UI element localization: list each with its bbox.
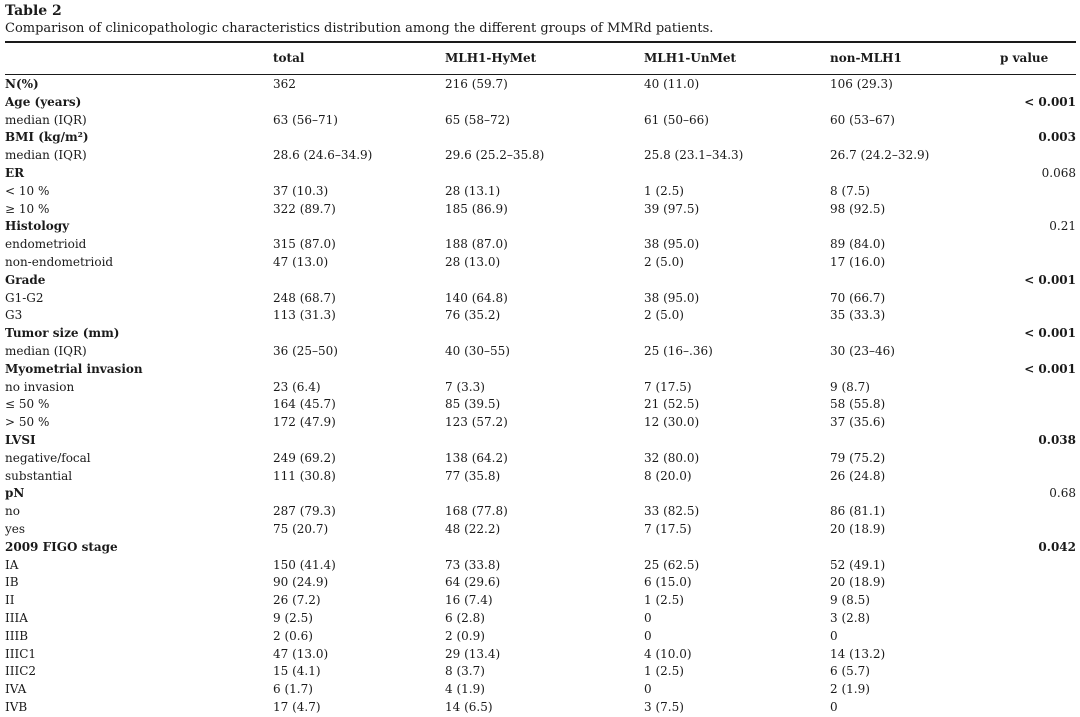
cell-total: 63 (56–71) — [273, 112, 338, 127]
cell-mlh1-hymet: 216 (59.7) — [445, 77, 508, 91]
cell-p-value: < 0.001 — [1024, 272, 1076, 287]
cell-total: 6 (1.7) — [273, 682, 313, 697]
row-label: II — [5, 593, 15, 608]
table-row — [5, 361, 1076, 379]
cell-mlh1-unmet: 1 (2.5) — [644, 664, 684, 679]
cell-non-mlh1: 60 (53–67) — [830, 112, 895, 127]
cell-mlh1-unmet: 2 (5.0) — [644, 308, 684, 323]
cell-mlh1-unmet: 1 (2.5) — [644, 183, 684, 198]
cell-mlh1-unmet — [644, 272, 830, 290]
cell-total — [273, 432, 445, 450]
cell-p-value: 0.68 — [1049, 486, 1076, 501]
cell-mlh1-unmet — [644, 325, 830, 343]
table-row — [5, 646, 1076, 664]
cell-mlh1-unmet — [644, 129, 830, 147]
cell-total: 26 (7.2) — [273, 593, 321, 608]
table-row — [5, 343, 1076, 361]
cell-mlh1-unmet — [644, 432, 830, 450]
table-row — [5, 557, 1076, 575]
cell-p-value — [1000, 254, 1076, 272]
table-row — [5, 307, 1076, 325]
row-label: G1-G2 — [5, 290, 44, 305]
table-row — [5, 485, 1076, 503]
cell-mlh1-unmet: 12 (30.0) — [644, 415, 700, 430]
cell-mlh1-unmet — [644, 218, 830, 236]
cell-p-value — [1000, 592, 1076, 610]
table-row — [5, 236, 1076, 254]
cell-p-value — [1000, 183, 1076, 201]
table-row — [5, 112, 1076, 130]
cell-mlh1-hymet — [445, 218, 644, 236]
row-group-label: BMI (kg/m²) — [5, 130, 89, 145]
table-row — [5, 129, 1076, 147]
row-group-label: ER — [5, 165, 25, 180]
cell-mlh1-unmet: 32 (80.0) — [644, 450, 700, 465]
cell-total — [273, 539, 445, 557]
cell-mlh1-unmet: 38 (95.0) — [644, 290, 700, 305]
cell-p-value — [1000, 147, 1076, 165]
cell-mlh1-unmet: 7 (17.5) — [644, 521, 692, 536]
cell-p-value: 0.003 — [1038, 130, 1076, 145]
cell-non-mlh1 — [830, 539, 1000, 557]
row-label: IVA — [5, 682, 27, 697]
table-row — [5, 610, 1076, 628]
cell-mlh1-unmet: 25 (16–.36) — [644, 343, 713, 358]
cell-non-mlh1 — [830, 165, 1000, 183]
cell-total: 150 (41.4) — [273, 557, 336, 572]
cell-p-value: < 0.001 — [1024, 94, 1076, 109]
cell-p-value — [1000, 76, 1076, 94]
cell-non-mlh1: 20 (18.9) — [830, 521, 886, 536]
cell-total: 47 (13.0) — [273, 254, 329, 269]
cell-non-mlh1 — [830, 272, 1000, 290]
cell-mlh1-hymet: 28 (13.1) — [445, 183, 501, 198]
cell-mlh1-hymet: 73 (33.8) — [445, 557, 501, 572]
cell-total: 111 (30.8) — [273, 468, 336, 483]
cell-non-mlh1: 9 (8.7) — [830, 379, 870, 394]
cell-mlh1-hymet: 8 (3.7) — [445, 664, 485, 679]
cell-p-value — [1000, 468, 1076, 486]
column-header-characteristic — [5, 44, 273, 72]
cell-mlh1-hymet: 188 (87.0) — [445, 237, 508, 252]
row-group-label: LVSI — [5, 432, 36, 447]
cell-mlh1-unmet: 38 (95.0) — [644, 237, 700, 252]
cell-total: 75 (20.7) — [273, 521, 329, 536]
row-label: median (IQR) — [5, 112, 87, 127]
cell-p-value — [1000, 450, 1076, 468]
table-row — [5, 165, 1076, 183]
table-row — [5, 539, 1076, 557]
cell-mlh1-unmet: 2 (5.0) — [644, 254, 684, 269]
row-group-label: Myometrial invasion — [5, 361, 143, 376]
cell-non-mlh1: 79 (75.2) — [830, 450, 886, 465]
row-label: IB — [5, 575, 19, 590]
cell-mlh1-hymet: 16 (7.4) — [445, 593, 493, 608]
cell-mlh1-unmet: 21 (52.5) — [644, 397, 700, 412]
cell-total: 17 (4.7) — [273, 699, 321, 714]
row-group-label: Grade — [5, 272, 46, 287]
row-label: endometrioid — [5, 237, 87, 252]
row-label: IIIC1 — [5, 646, 37, 661]
cell-non-mlh1: 3 (2.8) — [830, 610, 870, 625]
cell-mlh1-unmet — [644, 361, 830, 379]
cell-total: 315 (87.0) — [273, 237, 336, 252]
cell-mlh1-unmet — [644, 94, 830, 112]
cell-total: 37 (10.3) — [273, 183, 329, 198]
row-label: < 10 % — [5, 183, 50, 198]
cell-total: 287 (79.3) — [273, 504, 336, 519]
table-row — [5, 699, 1076, 717]
cell-non-mlh1 — [830, 325, 1000, 343]
cell-p-value: 0.042 — [1038, 539, 1076, 554]
cell-total: 9 (2.5) — [273, 610, 313, 625]
cell-mlh1-unmet: 33 (82.5) — [644, 504, 700, 519]
cell-total: 164 (45.7) — [273, 397, 336, 412]
cell-mlh1-hymet — [445, 94, 644, 112]
cell-mlh1-hymet: 140 (64.8) — [445, 290, 508, 305]
table-row — [5, 218, 1076, 236]
cell-p-value — [1000, 201, 1076, 219]
cell-mlh1-unmet: 3 (7.5) — [644, 699, 684, 714]
cell-non-mlh1: 30 (23–46) — [830, 343, 895, 358]
cell-p-value — [1000, 112, 1076, 130]
cell-mlh1-hymet: 7 (3.3) — [445, 379, 485, 394]
cell-mlh1-unmet: 6 (15.0) — [644, 575, 692, 590]
cell-non-mlh1: 20 (18.9) — [830, 575, 886, 590]
cell-p-value — [1000, 574, 1076, 592]
cell-total: 47 (13.0) — [273, 646, 329, 661]
cell-p-value: 0.038 — [1038, 432, 1076, 447]
column-header-p-value: p value — [1000, 51, 1049, 65]
cell-p-value — [1000, 521, 1076, 539]
cell-mlh1-hymet — [445, 325, 644, 343]
cell-mlh1-hymet: 64 (29.6) — [445, 575, 501, 590]
cell-non-mlh1: 0 — [830, 628, 838, 643]
cell-non-mlh1: 14 (13.2) — [830, 646, 886, 661]
cell-p-value — [1000, 396, 1076, 414]
cell-non-mlh1: 17 (16.0) — [830, 254, 886, 269]
row-label: IA — [5, 557, 19, 572]
table-row — [5, 592, 1076, 610]
cell-mlh1-hymet — [445, 272, 644, 290]
cell-mlh1-hymet — [445, 485, 644, 503]
column-header-mlh1-hymet: MLH1-HyMet — [445, 51, 537, 65]
cell-mlh1-hymet: 40 (30–55) — [445, 343, 510, 358]
table-top-rule — [5, 41, 1076, 43]
table-row — [5, 379, 1076, 397]
row-group-label: N(%) — [5, 77, 39, 91]
cell-p-value — [1000, 663, 1076, 681]
cell-mlh1-unmet: 61 (50–66) — [644, 112, 709, 127]
row-group-label: pN — [5, 486, 25, 501]
cell-mlh1-hymet: 123 (57.2) — [445, 415, 508, 430]
row-label: IIIB — [5, 628, 29, 643]
row-label: no — [5, 504, 20, 519]
table-row — [5, 414, 1076, 432]
cell-mlh1-hymet: 29 (13.4) — [445, 646, 501, 661]
table-row — [5, 183, 1076, 201]
table-label: Table 2 — [5, 3, 62, 19]
table-row — [5, 201, 1076, 219]
cell-total — [273, 272, 445, 290]
cell-non-mlh1: 26.7 (24.2–32.9) — [830, 148, 930, 163]
cell-non-mlh1 — [830, 361, 1000, 379]
row-label: ≤ 50 % — [5, 397, 50, 412]
row-label: median (IQR) — [5, 343, 87, 358]
cell-non-mlh1: 37 (35.6) — [830, 415, 886, 430]
table-row — [5, 147, 1076, 165]
cell-mlh1-unmet — [644, 165, 830, 183]
row-label: G3 — [5, 308, 23, 323]
column-header-total: total — [273, 51, 305, 65]
cell-total: 23 (6.4) — [273, 379, 321, 394]
row-label: IVB — [5, 699, 28, 714]
row-label: no invasion — [5, 379, 75, 394]
cell-non-mlh1: 6 (5.7) — [830, 664, 870, 679]
table-row — [5, 290, 1076, 308]
cell-mlh1-hymet — [445, 361, 644, 379]
table-row — [5, 450, 1076, 468]
cell-total — [273, 485, 445, 503]
row-group-label: 2009 FIGO stage — [5, 539, 118, 554]
row-label: median (IQR) — [5, 148, 87, 163]
cell-total — [273, 129, 445, 147]
table-caption: Comparison of clinicopathologic characteristics distribution among the different groups of MMRd patients. — [5, 21, 714, 36]
cell-mlh1-hymet — [445, 165, 644, 183]
cell-non-mlh1: 58 (55.8) — [830, 397, 886, 412]
cell-mlh1-hymet: 4 (1.9) — [445, 682, 485, 697]
table-row — [5, 521, 1076, 539]
table-row — [5, 432, 1076, 450]
cell-total: 248 (68.7) — [273, 290, 336, 305]
cell-mlh1-hymet: 76 (35.2) — [445, 308, 501, 323]
cell-p-value — [1000, 610, 1076, 628]
cell-p-value — [1000, 681, 1076, 699]
cell-p-value: < 0.001 — [1024, 361, 1076, 376]
row-group-label: Age (years) — [5, 94, 82, 109]
cell-p-value: 0.068 — [1041, 165, 1076, 180]
cell-non-mlh1: 98 (92.5) — [830, 201, 886, 216]
cell-non-mlh1 — [830, 94, 1000, 112]
cell-total: 172 (47.9) — [273, 415, 336, 430]
table-row — [5, 468, 1076, 486]
cell-mlh1-unmet: 0 — [644, 610, 652, 625]
cell-total — [273, 94, 445, 112]
cell-non-mlh1: 86 (81.1) — [830, 504, 886, 519]
cell-p-value — [1000, 414, 1076, 432]
cell-non-mlh1: 2 (1.9) — [830, 682, 870, 697]
cell-total: 28.6 (24.6–34.9) — [273, 148, 373, 163]
cell-mlh1-hymet — [445, 129, 644, 147]
cell-non-mlh1: 35 (33.3) — [830, 308, 886, 323]
cell-mlh1-hymet: 2 (0.9) — [445, 628, 485, 643]
cell-mlh1-unmet: 39 (97.5) — [644, 201, 700, 216]
cell-p-value — [1000, 379, 1076, 397]
table-row — [5, 94, 1076, 112]
cell-mlh1-unmet: 0 — [644, 682, 652, 697]
row-label: non-endometrioid — [5, 254, 114, 269]
table-row — [5, 574, 1076, 592]
cell-non-mlh1: 89 (84.0) — [830, 237, 886, 252]
table-row — [5, 681, 1076, 699]
table-row — [5, 628, 1076, 646]
cell-p-value — [1000, 628, 1076, 646]
cell-mlh1-unmet: 1 (2.5) — [644, 593, 684, 608]
cell-mlh1-hymet: 77 (35.8) — [445, 468, 501, 483]
row-label: substantial — [5, 468, 73, 483]
cell-mlh1-unmet — [644, 539, 830, 557]
cell-non-mlh1: 26 (24.8) — [830, 468, 886, 483]
cell-non-mlh1: 52 (49.1) — [830, 557, 886, 572]
cell-mlh1-hymet — [445, 539, 644, 557]
cell-mlh1-unmet: 0 — [644, 628, 652, 643]
cell-total: 90 (24.9) — [273, 575, 329, 590]
cell-mlh1-hymet — [445, 432, 644, 450]
table-row — [5, 254, 1076, 272]
cell-mlh1-hymet: 168 (77.8) — [445, 504, 508, 519]
cell-total — [273, 361, 445, 379]
cell-mlh1-unmet — [644, 485, 830, 503]
cell-non-mlh1: 8 (7.5) — [830, 183, 870, 198]
cell-non-mlh1: 0 — [830, 699, 838, 714]
cell-p-value — [1000, 307, 1076, 325]
cell-p-value — [1000, 699, 1076, 717]
column-header-non-mlh1: non-MLH1 — [830, 51, 902, 65]
cell-total: 322 (89.7) — [273, 201, 336, 216]
cell-mlh1-hymet: 6 (2.8) — [445, 610, 485, 625]
cell-mlh1-unmet: 7 (17.5) — [644, 379, 692, 394]
cell-non-mlh1 — [830, 218, 1000, 236]
cell-mlh1-hymet: 29.6 (25.2–35.8) — [445, 148, 545, 163]
cell-mlh1-unmet: 4 (10.0) — [644, 646, 692, 661]
cell-p-value — [1000, 290, 1076, 308]
cell-total: 15 (4.1) — [273, 664, 321, 679]
cell-non-mlh1 — [830, 485, 1000, 503]
cell-mlh1-unmet: 8 (20.0) — [644, 468, 692, 483]
cell-total — [273, 325, 445, 343]
cell-p-value — [1000, 343, 1076, 361]
cell-mlh1-hymet: 85 (39.5) — [445, 397, 501, 412]
table-row — [5, 272, 1076, 290]
cell-mlh1-hymet: 185 (86.9) — [445, 201, 508, 216]
cell-mlh1-hymet: 65 (58–72) — [445, 112, 510, 127]
row-group-label: Tumor size (mm) — [5, 326, 120, 341]
row-label: negative/focal — [5, 450, 91, 465]
cell-p-value — [1000, 646, 1076, 664]
cell-total — [273, 165, 445, 183]
table-row — [5, 325, 1076, 343]
table-row — [5, 663, 1076, 681]
cell-non-mlh1 — [830, 432, 1000, 450]
cell-total — [273, 218, 445, 236]
cell-mlh1-hymet: 28 (13.0) — [445, 254, 501, 269]
row-label: IIIA — [5, 610, 28, 625]
cell-p-value — [1000, 557, 1076, 575]
cell-total: 36 (25–50) — [273, 343, 338, 358]
cell-mlh1-unmet: 25.8 (23.1–34.3) — [644, 148, 744, 163]
row-label: > 50 % — [5, 415, 50, 430]
cell-p-value: 0.21 — [1049, 219, 1076, 234]
table-row — [5, 503, 1076, 521]
row-label: yes — [5, 521, 26, 536]
row-label: ≥ 10 % — [5, 201, 50, 216]
cell-non-mlh1 — [830, 129, 1000, 147]
cell-p-value — [1000, 236, 1076, 254]
characteristics-table — [5, 44, 1076, 717]
table-body — [5, 72, 1076, 717]
table-header-row — [5, 44, 1076, 72]
column-header-mlh1-unmet: MLH1-UnMet — [644, 51, 737, 65]
cell-total: 249 (69.2) — [273, 450, 336, 465]
cell-total: 113 (31.3) — [273, 308, 336, 323]
cell-mlh1-hymet: 138 (64.2) — [445, 450, 508, 465]
cell-mlh1-hymet: 14 (6.5) — [445, 699, 493, 714]
cell-non-mlh1: 70 (66.7) — [830, 290, 886, 305]
cell-p-value: < 0.001 — [1024, 326, 1076, 341]
cell-non-mlh1: 106 (29.3) — [830, 77, 893, 91]
table-row — [5, 76, 1076, 94]
row-label: IIIC2 — [5, 664, 37, 679]
cell-mlh1-unmet: 25 (62.5) — [644, 557, 700, 572]
row-group-label: Histology — [5, 219, 70, 234]
cell-total: 2 (0.6) — [273, 628, 313, 643]
cell-p-value — [1000, 503, 1076, 521]
table-row — [5, 396, 1076, 414]
cell-non-mlh1: 9 (8.5) — [830, 593, 870, 608]
cell-total: 362 — [273, 77, 296, 91]
cell-mlh1-hymet: 48 (22.2) — [445, 521, 501, 536]
cell-mlh1-unmet: 40 (11.0) — [644, 77, 700, 91]
